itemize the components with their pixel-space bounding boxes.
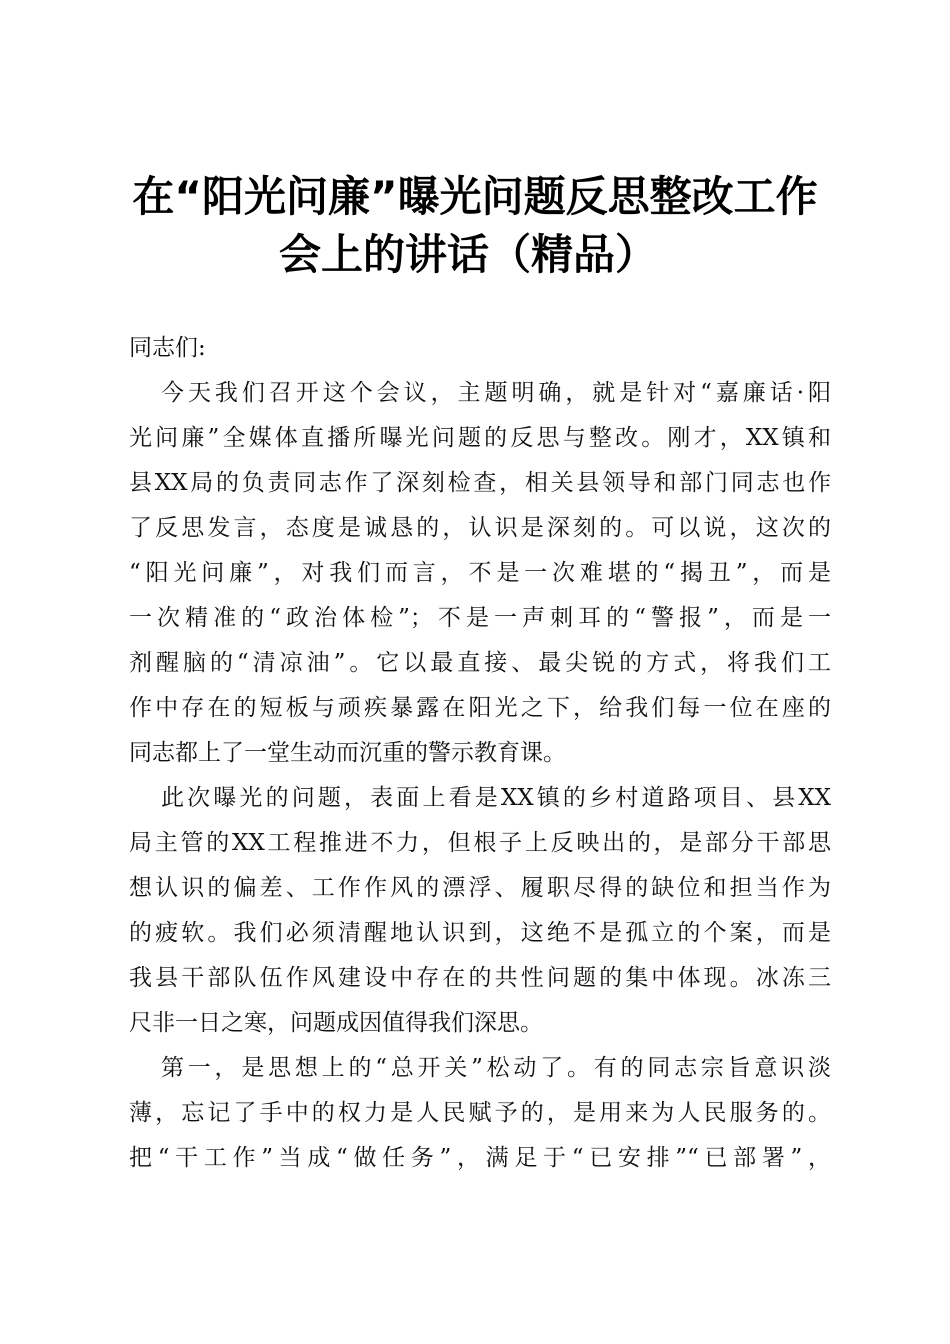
paragraph-1 — [129, 371, 831, 776]
document-body — [129, 326, 831, 1181]
paragraph-line: “阳光问廉”，对我们而言，不是一次难堪的“揭丑”，而是 — [129, 560, 831, 586]
paragraph-line: 把“干工作”当成“做任务”，满足于“已安排”“已部署”， — [129, 1145, 831, 1171]
paragraph-line: 想认识的偏差、工作作风的漂浮、履职尽得的缺位和担当作为 — [129, 875, 831, 901]
paragraph-line: 的疲软。我们必须清醒地认识到，这绝不是孤立的个案，而是 — [129, 920, 831, 946]
paragraph-3 — [129, 1046, 831, 1181]
paragraph-line: 县XX局的负责同志作了深刻检查，相关县领导和部门同志也作 — [129, 470, 831, 496]
title-line-1: 在“阳光问廉”曝光问题反思整改工作 — [132, 172, 818, 221]
paragraph-line: 一次精准的“政治体检”；不是一声刺耳的“警报”，而是一 — [129, 605, 831, 631]
paragraph-line: 第一，是思想上的“总开关”松动了。有的同志宗旨意识淡 — [161, 1055, 831, 1081]
paragraph-line: 局主管的XX工程推进不力，但根子上反映出的，是部分干部思 — [129, 830, 831, 856]
document-title — [100, 168, 850, 284]
paragraph-line: 此次曝光的问题，表面上看是XX镇的乡村道路项目、县XX — [161, 785, 831, 811]
paragraph-line: 作中存在的短板与顽疾暴露在阳光之下，给我们每一位在座的 — [129, 695, 831, 721]
paragraph-line: 我县干部队伍作风建设中存在的共性问题的集中体现。冰冻三 — [129, 965, 831, 991]
salutation: 同志们: — [129, 335, 206, 361]
paragraph-line: 薄，忘记了手中的权力是人民赋予的，是用来为人民服务的。 — [129, 1100, 831, 1126]
paragraph-line: 光问廉”全媒体直播所曝光问题的反思与整改。刚才，XX镇和 — [129, 425, 831, 451]
paragraph-line: 了反思发言，态度是诚恳的，认识是深刻的。可以说，这次的 — [129, 515, 831, 541]
paragraph-line: 今天我们召开这个会议，主题明确，就是针对“嘉廉话·阳 — [161, 380, 831, 406]
paragraph-2 — [129, 776, 831, 1046]
title-line-2: 会上的讲话（精品） — [278, 230, 657, 279]
paragraph-line: 同志都上了一堂生动而沉重的警示教育课。 — [129, 740, 566, 766]
paragraph-line: 尺非一日之寒，问题成因值得我们深思。 — [129, 1010, 543, 1036]
paragraph-line: 剂醒脑的“清凉油”。它以最直接、最尖锐的方式，将我们工 — [129, 650, 831, 676]
